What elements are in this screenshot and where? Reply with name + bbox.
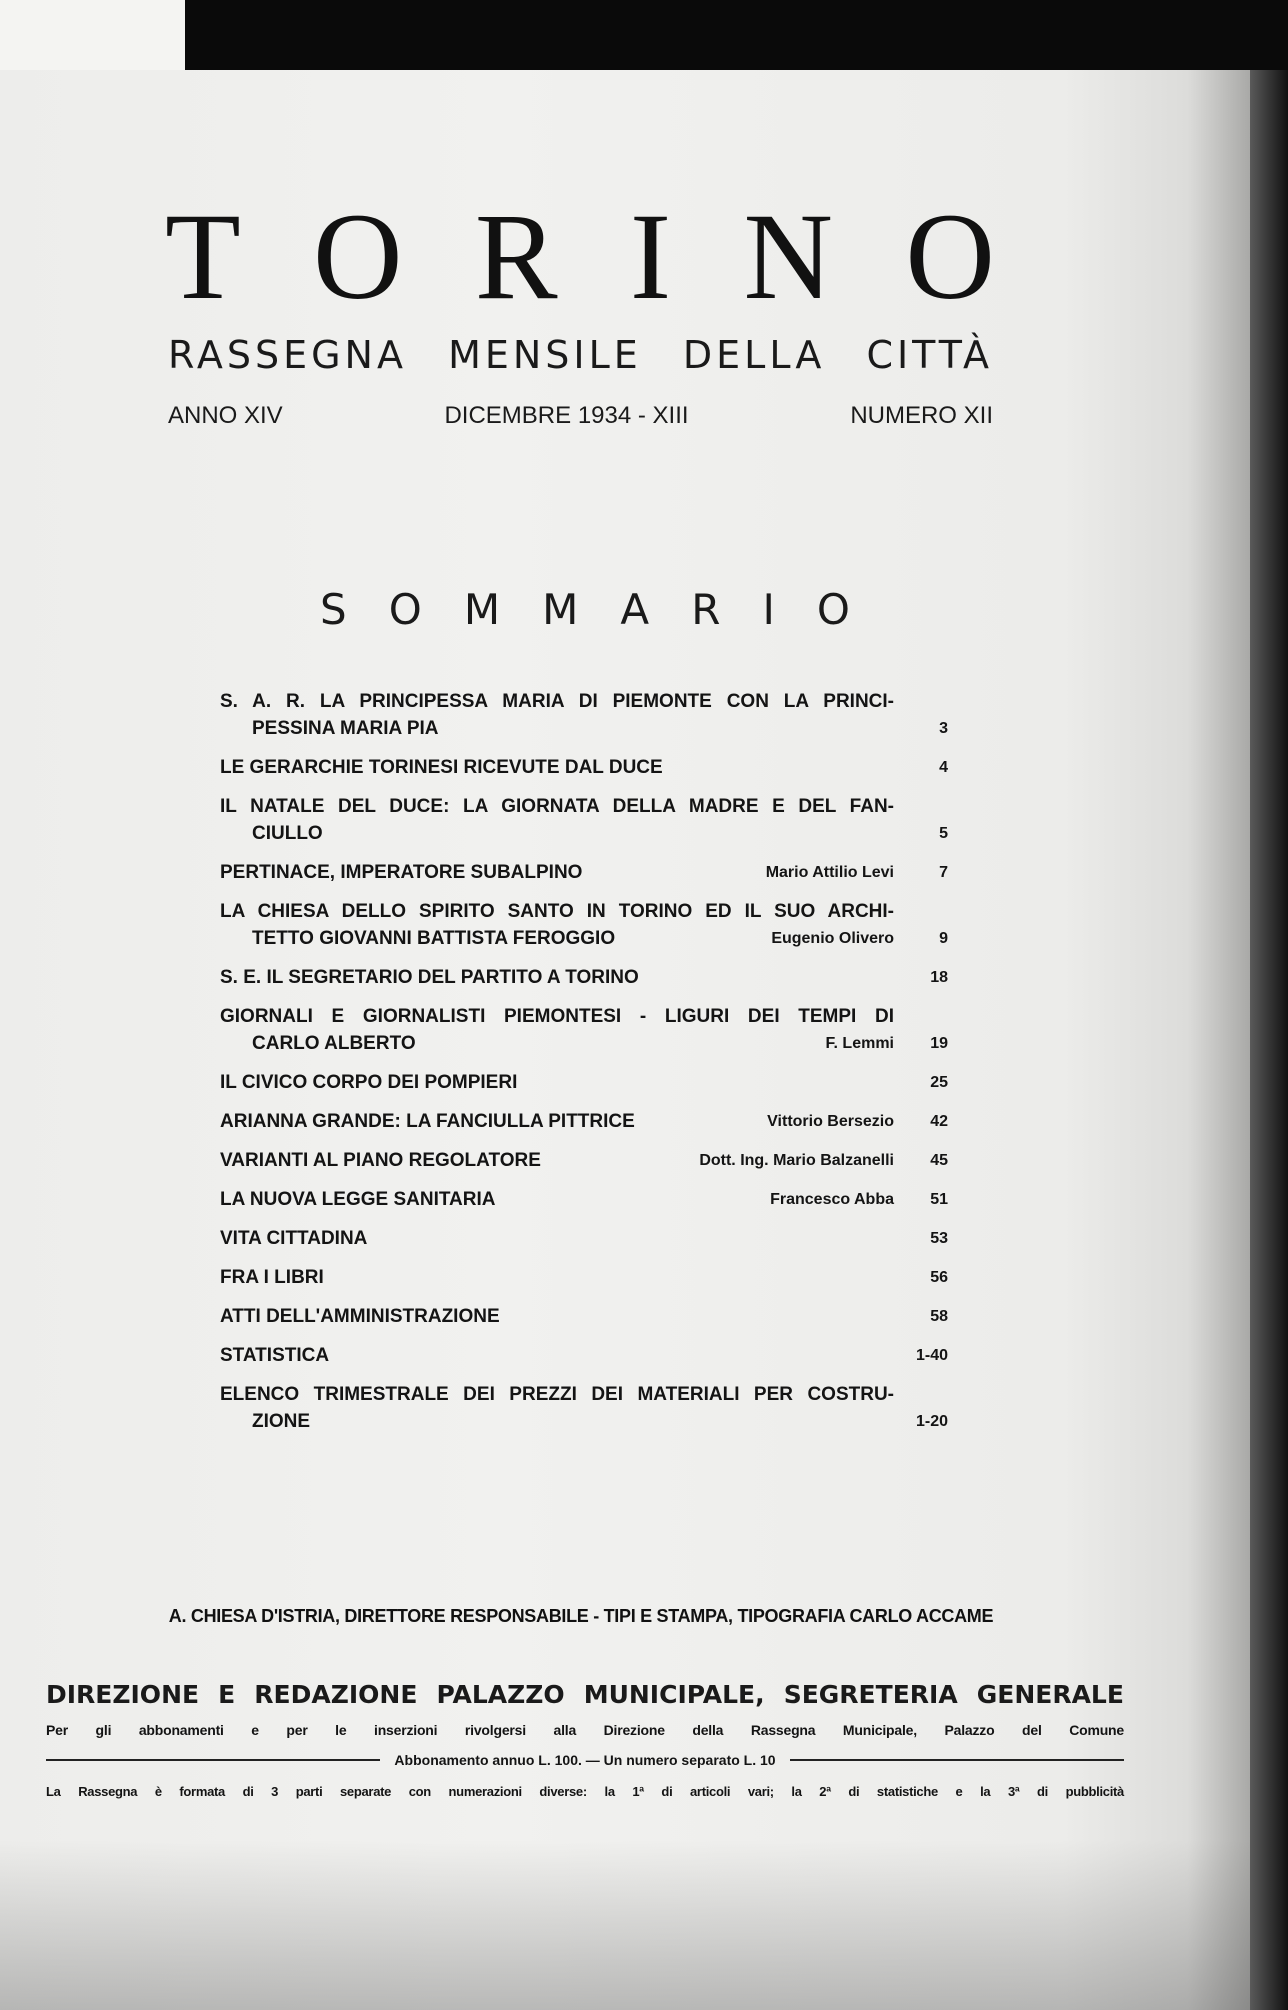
toc-entry-title: ARIANNA GRANDE: LA FANCIULLA PITTRICE (220, 1111, 635, 1132)
toc-entry-title: ELENCO TRIMESTRALE DEI PREZZI DEI MATERIALI PER COSTRU- (220, 1384, 894, 1405)
table-of-contents (220, 688, 948, 1447)
toc-entry-page: 53 (930, 1230, 948, 1247)
toc-entry-title: PERTINACE, IMPERATORE SUBALPINO (220, 862, 583, 883)
masthead-subtitle (168, 333, 993, 377)
issue-year: ANNO XIV (168, 402, 283, 429)
masthead-letter: R (474, 188, 558, 325)
toc-entry-page: 3 (939, 720, 948, 737)
toc-entry-title: VITA CITTADINA (220, 1228, 368, 1249)
subtitle-word: RASSEGNA (168, 333, 407, 377)
toc-entry-page: 51 (930, 1191, 948, 1208)
sommario-letter: R (691, 585, 721, 634)
direzione-line (46, 1680, 1124, 1709)
publisher-credits: A. CHIESA D'ISTRIA, DIRETTORE RESPONSABILE - TIPI E STAMPA, TIPOGRAFIA CARLO ACCAME (168, 1606, 994, 1626)
toc-entry-title-continued: CIULLO (252, 823, 323, 844)
sommario-letter: M (463, 585, 501, 634)
scan-shadow-edge (1250, 70, 1288, 2010)
toc-entry-author: Dott. Ing. Mario Balzanelli (699, 1152, 894, 1169)
toc-entry-title-continued: CARLO ALBERTO (252, 1033, 416, 1054)
toc-entry (220, 859, 948, 886)
toc-entry-author: F. Lemmi (825, 1035, 894, 1052)
direzione-word: MUNICIPALE, (583, 1680, 765, 1709)
price-line (46, 1752, 1124, 1768)
sommario-letter: M (542, 585, 579, 634)
toc-entry (220, 1342, 948, 1369)
toc-entry-title: S. E. IL SEGRETARIO DEL PARTITO A TORINO (220, 967, 639, 988)
toc-entry-page: 5 (939, 825, 948, 842)
toc-entry-title: FRA I LIBRI (220, 1267, 324, 1288)
subtitle-word: DELLA (682, 333, 826, 377)
subtitle-word: MENSILE (448, 333, 642, 377)
toc-entry (220, 898, 948, 952)
toc-entry-page: 7 (939, 864, 948, 881)
scan-border (0, 0, 185, 70)
toc-entry-page: 42 (930, 1113, 948, 1130)
direzione-word: PALAZZO (436, 1680, 565, 1709)
toc-entry-title: ATTI DELL'AMMINISTRAZIONE (220, 1306, 500, 1327)
toc-entry (220, 1147, 948, 1174)
toc-entry-title: IL NATALE DEL DUCE: LA GIORNATA DELLA MADRE E DEL FAN- (220, 796, 894, 817)
toc-entry-page: 25 (930, 1074, 948, 1091)
toc-entry (220, 1381, 948, 1435)
toc-entry-title: GIORNALI E GIORNALISTI PIEMONTESI - LIGURI DEI TEMPI DI (220, 1006, 894, 1027)
masthead-letter: N (743, 188, 834, 325)
toc-entry-title: LA CHIESA DELLO SPIRITO SANTO IN TORINO ED IL SUO ARCHI- (220, 901, 894, 922)
toc-entry-title-continued: PESSINA MARIA PIA (252, 718, 439, 739)
toc-entry-title-continued: TETTO GIOVANNI BATTISTA FEROGGIO (252, 928, 616, 949)
rule-right (790, 1759, 1124, 1761)
price-text: Abbonamento annuo L. 100. — Un numero separato L. 10 (394, 1752, 776, 1768)
masthead-letter: I (629, 188, 672, 325)
toc-entry-page: 19 (930, 1035, 948, 1052)
direzione-word: GENERALE (976, 1680, 1124, 1709)
toc-entry-title: S. A. R. LA PRINCIPESSA MARIA DI PIEMONTE CON LA PRINCI- (220, 691, 894, 712)
toc-entry (220, 964, 948, 991)
sommario-letter: S (320, 585, 347, 634)
toc-entry (220, 1003, 948, 1057)
toc-entry-author: Francesco Abba (770, 1191, 894, 1208)
toc-entry (220, 754, 948, 781)
toc-entry (220, 688, 948, 742)
rule-left (46, 1759, 380, 1761)
toc-entry-page: 18 (930, 969, 948, 986)
sommario-letter: I (762, 585, 775, 634)
issue-info (168, 402, 993, 430)
sommario-heading (320, 585, 850, 634)
toc-entry-page: 45 (930, 1152, 948, 1169)
toc-entry (220, 1069, 948, 1096)
subscription-note: Per gli abbonamenti e per le inserzioni rivolgersi alla Direzione della Rassegna Municipale, Palazzo del Comune (46, 1722, 1124, 1738)
toc-entry-page: 58 (930, 1308, 948, 1325)
toc-entry-author: Mario Attilio Levi (765, 864, 894, 881)
sommario-letter: O (388, 585, 422, 634)
sommario-letter: A (620, 585, 650, 634)
toc-entry (220, 793, 948, 847)
masthead-title (165, 188, 995, 325)
toc-entry (220, 1225, 948, 1252)
direzione-word: E (218, 1680, 236, 1709)
masthead-letter: O (905, 188, 995, 325)
toc-entry (220, 1303, 948, 1330)
rassegna-structure-note: La Rassegna è formata di 3 parti separate con numerazioni diverse: la 1ª di articoli vari; la 2ª di statistiche e la 3ª di pubblicità (46, 1784, 1124, 1799)
toc-entry (220, 1108, 948, 1135)
toc-entry-page: 4 (939, 759, 948, 776)
masthead-letter: T (165, 188, 241, 325)
subtitle-word: CITTÀ (866, 333, 993, 377)
toc-entry-author: Eugenio Olivero (771, 930, 894, 947)
toc-entry-title: STATISTICA (220, 1345, 330, 1366)
toc-entry-page: 1-20 (915, 1413, 948, 1430)
masthead-letter: O (313, 188, 403, 325)
direzione-word: DIREZIONE (46, 1680, 200, 1709)
direzione-word: REDAZIONE (254, 1680, 418, 1709)
toc-entry-title: VARIANTI AL PIANO REGOLATORE (220, 1150, 541, 1171)
toc-entry-title: LA NUOVA LEGGE SANITARIA (220, 1189, 496, 1210)
toc-entry-author: Vittorio Bersezio (767, 1113, 894, 1130)
issue-date: DICEMBRE 1934 - XIII (444, 402, 689, 429)
issue-number: NUMERO XII (850, 402, 993, 429)
toc-entry-title: IL CIVICO CORPO DEI POMPIERI (220, 1072, 518, 1093)
toc-entry-page: 9 (939, 930, 948, 947)
toc-entry-page: 56 (930, 1269, 948, 1286)
sommario-letter: O (816, 585, 850, 634)
toc-entry-title: LE GERARCHIE TORINESI RICEVUTE DAL DUCE (220, 757, 663, 778)
toc-entry-page: 1-40 (915, 1347, 948, 1364)
toc-entry (220, 1264, 948, 1291)
toc-entry-title-continued: ZIONE (252, 1411, 311, 1432)
direzione-word: SEGRETERIA (783, 1680, 958, 1709)
toc-entry (220, 1186, 948, 1213)
scan-bottom-shadow (0, 1840, 1250, 2010)
